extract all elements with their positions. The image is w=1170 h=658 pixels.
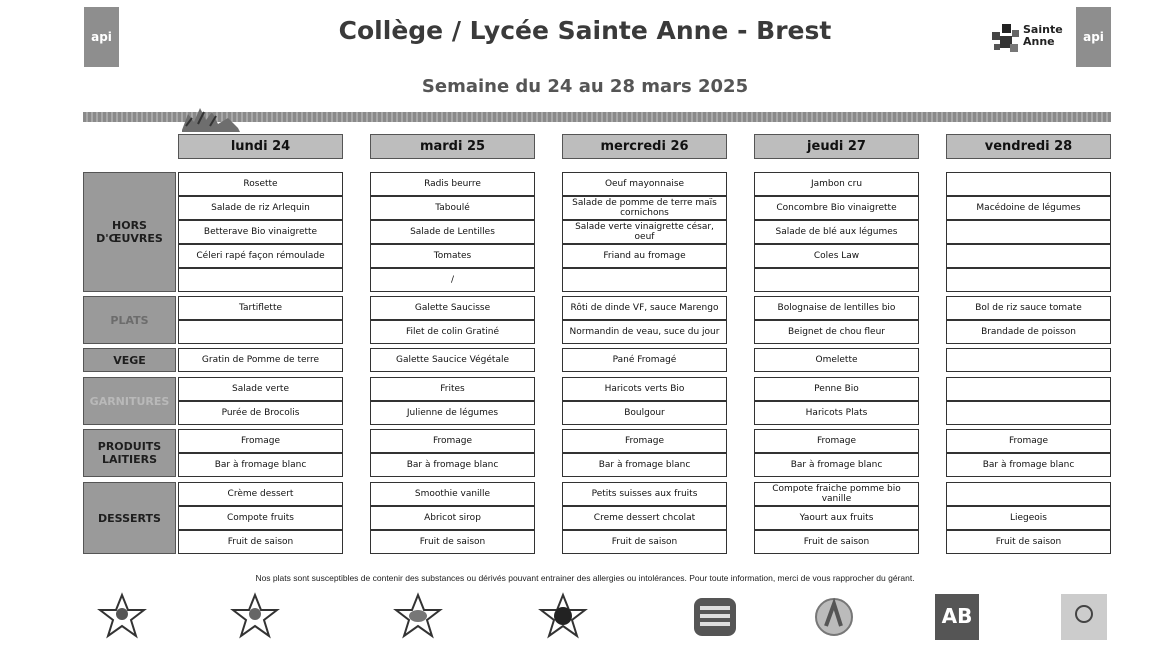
menu-cell: Normandin de veau, suce du jour [562,320,727,344]
menu-cell: Abricot sirop [370,506,535,530]
menu-cell: Fruit de saison [370,530,535,554]
menu-cell [178,320,343,344]
menu-cell: Bar à fromage blanc [562,453,727,477]
menu-cell: Omelette [754,348,919,372]
menu-cell: Salade de riz Arlequin [178,196,343,220]
menu-cell: Compote fraiche pomme bio vanille [754,482,919,506]
menu-cell [946,401,1111,425]
menu-cell: Coles Law [754,244,919,268]
menu-cell: Fromage [754,429,919,453]
menu-cell: Beignet de chou fleur [754,320,919,344]
menu-cell [178,268,343,292]
menu-cell: Pané Fromagé [562,348,727,372]
allergy-note: Nos plats sont susceptibles de contenir des substances ou dérivés pouvant entrainer des allergies ou intolérances. Pour toute information, merci de vous rapprocher du gérant. [255,573,915,583]
menu-cell: Bol de riz sauce tomate [946,296,1111,320]
menu-cell: Salade de pomme de terre maïs cornichons [562,196,727,220]
menu-cell: Creme dessert chcolat [562,506,727,530]
week-subtitle: Semaine du 24 au 28 mars 2025 [421,76,749,97]
sainte-logo-word-2: Anne [1023,35,1055,48]
agriculture-biologique-icon [932,592,982,642]
menu-cell: Haricots Plats [754,401,919,425]
api-logo-right: api [1076,7,1111,67]
menu-cell [946,377,1111,401]
menu-cell: Rôti de dinde VF, sauce Marengo [562,296,727,320]
category-label: PRODUITS LAITIERS [83,429,176,477]
menu-cell [946,244,1111,268]
label-rouge-icon [809,592,859,642]
menu-cell: Céleri rapé façon rémoulade [178,244,343,268]
menu-cell: Fruit de saison [562,530,727,554]
menu-cell: Bar à fromage blanc [178,453,343,477]
menu-cell: Smoothie vanille [370,482,535,506]
menu-cell: Frites [370,377,535,401]
menu-cell: Fromage [370,429,535,453]
menu-cell: Brandade de poisson [946,320,1111,344]
menu-cell: Bar à fromage blanc [754,453,919,477]
menu-cell: Galette Saucisse [370,296,535,320]
menu-cell: Liegeois [946,506,1111,530]
menu-cell: Gratin de Pomme de terre [178,348,343,372]
menu-cell: Salade de Lentilles [370,220,535,244]
bleu-blanc-coeur-icon [690,592,740,642]
menu-cell: Bolognaise de lentilles bio [754,296,919,320]
menu-cell: Tartiflette [178,296,343,320]
api-logo-left: api [84,7,119,67]
svg-text:AB: AB [941,604,973,628]
menu-cell: Fromage [562,429,727,453]
menu-cell: Fruit de saison [754,530,919,554]
day-header: mercredi 26 [562,134,727,159]
menu-cell: Salade verte [178,377,343,401]
menu-cell: Fromage [946,429,1111,453]
menu-cell: Fruit de saison [178,530,343,554]
menu-cell: Filet de colin Gratiné [370,320,535,344]
menu-cell: Oeuf mayonnaise [562,172,727,196]
category-label: GARNITURES [83,377,176,425]
category-label: DESSERTS [83,482,176,554]
menu-cell: Tomates [370,244,535,268]
menu-cell: Betterave Bio vinaigrette [178,220,343,244]
menu-cell: Radis beurre [370,172,535,196]
viande-bovine-francaise-icon [97,592,147,642]
menu-cell: Boulgour [562,401,727,425]
menu-cell: Bar à fromage blanc [946,453,1111,477]
category-label: PLATS [83,296,176,344]
menu-cell: Bar à fromage blanc [370,453,535,477]
viande-veau-francaise-icon [230,592,280,642]
menu-cell: Jambon cru [754,172,919,196]
menu-cell: Crème dessert [178,482,343,506]
menu-cell: Petits suisses aux fruits [562,482,727,506]
menu-cell: Galette Saucice Végétale [370,348,535,372]
menu-cell [754,268,919,292]
menu-cell [946,220,1111,244]
decorative-sketch [178,100,244,134]
menu-cell [562,268,727,292]
day-header: lundi 24 [178,134,343,159]
category-label: HORS D'ŒUVRES [83,172,176,292]
volaille-francaise-icon [538,592,588,642]
porc-francais-icon [393,592,443,642]
menu-cell: Salade de blé aux légumes [754,220,919,244]
produit-en-bretagne-icon [1059,592,1109,642]
menu-cell [946,348,1111,372]
menu-cell: Yaourt aux fruits [754,506,919,530]
category-label: VEGE [83,348,176,372]
menu-cell: Purée de Brocolis [178,401,343,425]
day-header: jeudi 27 [754,134,919,159]
menu-cell: Penne Bio [754,377,919,401]
menu-cell: Taboulé [370,196,535,220]
menu-cell: Fruit de saison [946,530,1111,554]
menu-cell: Rosette [178,172,343,196]
day-header: mardi 25 [370,134,535,159]
menu-cell: Salade verte vinaigrette césar, oeuf [562,220,727,244]
menu-cell: Compote fruits [178,506,343,530]
menu-cell: Concombre Bio vinaigrette [754,196,919,220]
menu-cell: Julienne de légumes [370,401,535,425]
menu-cell [946,268,1111,292]
page-title: Collège / Lycée Sainte Anne - Brest [338,16,832,45]
menu-cell: Haricots verts Bio [562,377,727,401]
menu-cell: Macédoine de légumes [946,196,1111,220]
menu-cell [946,482,1111,506]
menu-cell: / [370,268,535,292]
day-header: vendredi 28 [946,134,1111,159]
menu-cell: Fromage [178,429,343,453]
menu-cell: Friand au fromage [562,244,727,268]
menu-cell [946,172,1111,196]
sainte-logo-word-1: Sainte [1023,23,1063,36]
